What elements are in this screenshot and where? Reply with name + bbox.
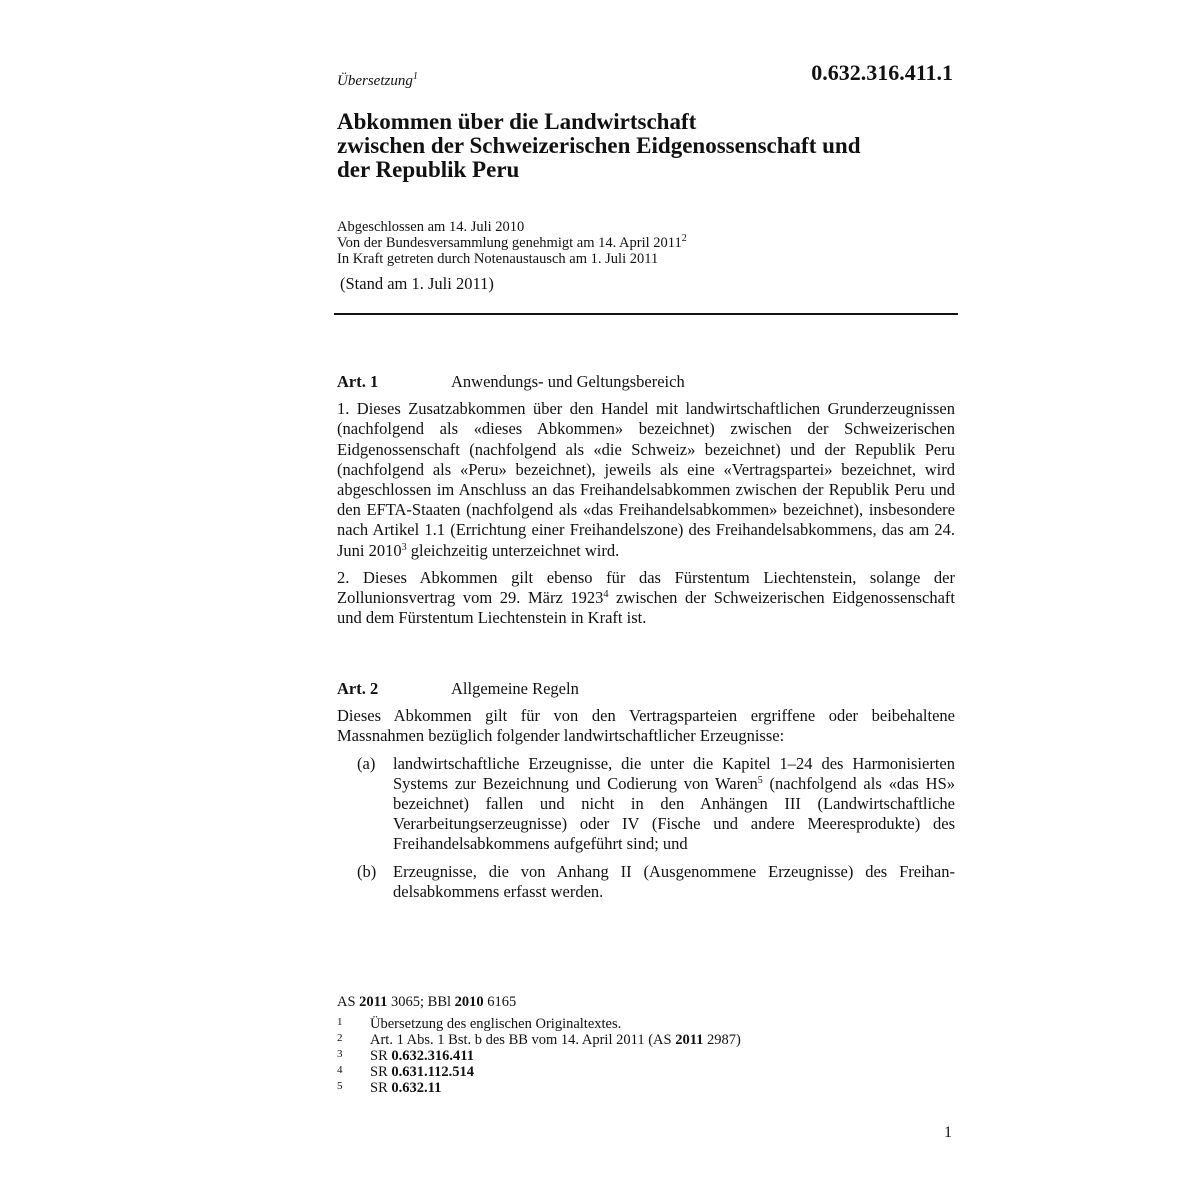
- footnote-text-pre: SR: [370, 1048, 392, 1064]
- document-title: [337, 110, 957, 182]
- footnote-number: 1: [337, 1016, 343, 1028]
- article-1-paragraph-2: [337, 568, 955, 629]
- article-2: [337, 679, 955, 902]
- title-line-2: zwischen der Schweizerischen Eidgenossenschaft und: [337, 133, 861, 158]
- page-number: 1: [944, 1124, 952, 1141]
- item-a-text: [393, 754, 955, 855]
- document-meta: [337, 219, 687, 267]
- item-a-text-b: (nachfolgend als «das HS» bezeichnet) fallen und nicht in den Anhängen III (Landwirtschaftliche Verarbeitungserzeugnisse) oder IV (Fische und andere Meeresprodukte) des Freihandelsabkommens aufgeführt sind; und: [393, 773, 956, 854]
- footnote-text-bold: 0.632.316.411: [391, 1048, 474, 1064]
- footnote-list: [337, 1016, 741, 1096]
- title-line-3: der Republik Peru: [337, 157, 520, 182]
- footnote-text-bold: 0.632.11: [391, 1080, 442, 1096]
- footnote-text-bold: 0.631.112.514: [391, 1064, 474, 1080]
- footnote-3: [337, 1048, 741, 1064]
- bbl-year: 2010: [454, 994, 484, 1010]
- publication-reference: [337, 994, 741, 1010]
- footnote-number: 5: [337, 1080, 343, 1092]
- translation-label-text: Übersetzung: [337, 73, 413, 89]
- footnote-number: 4: [337, 1064, 343, 1076]
- footnote-text: [370, 1080, 441, 1096]
- footnote-text-bold: 2011: [675, 1032, 704, 1048]
- footnote-ref-2[interactable]: 2: [681, 233, 687, 244]
- footnote-ref-5[interactable]: 5: [757, 774, 763, 786]
- footnote-ref-4[interactable]: 4: [603, 589, 609, 601]
- footnote-4: [337, 1064, 741, 1080]
- as-mid: 3065; BBl: [387, 994, 455, 1010]
- article-1-heading: [337, 372, 955, 392]
- article-1-number: Art. 1: [337, 372, 379, 391]
- approval-date: [337, 235, 687, 251]
- item-b-text: Erzeugnisse, die von Anhang II (Ausgenommene Erzeugnisse) des Freihandelsabkommens erfasst werden.: [393, 861, 955, 901]
- footnote-5: [337, 1080, 741, 1096]
- footnote-text-pre: SR: [370, 1064, 392, 1080]
- article-2-title: Allgemeine Regeln: [451, 679, 579, 698]
- footnote-text: [370, 1016, 621, 1032]
- article-1-paragraph-1: [337, 399, 955, 561]
- translation-label: [337, 73, 418, 90]
- article-1-paragraph-2-text-b: zwischen der Schweizerischen Eidgenossenschaft und dem Fürstentum Liechtenstein in Kraft ist.: [337, 588, 955, 628]
- article-2-number: Art. 2: [337, 679, 379, 698]
- article-1: [337, 372, 955, 628]
- article-2-intro: Dieses Abkommen gilt für von den Vertragsparteien ergriffene oder beibehaltene Massnahmen bezüglich folgender landwirtschaftlicher Erzeugnisse:: [337, 706, 955, 746]
- as-year: 2011: [359, 994, 388, 1010]
- item-b-label: (b): [357, 861, 377, 881]
- as-prefix: AS: [337, 994, 360, 1010]
- article-1-paragraph-1-text-b: gleichzeitig unterzeichnet wird.: [406, 540, 620, 560]
- sr-number: 0.632.316.411.1: [811, 60, 953, 85]
- article-1-paragraph-1-text-a: 1. Dieses Zusatzabkommen über den Handel mit landwirtschaftlichen Grunderzeugnissen (nachfolgend als «dieses Abkommen» bezeichnet) zwischen der Schweizerischen Eidgenossenschaft (nachfolgend als «die Schweiz» bezeichnet) und der Republik Peru (nachfolgend als «Peru» bezeichnet), jeweils als eine «Vertragspartei» bezeichnet, wird abgeschlossen im Anschluss an das Freihandelsabkommen zwischen der Republik Peru und den EFTA-Staaten (nachfolgend als «das Freihandelsabkommen» bezeichnet), insbesondere nach Artikel 1.1 (Errichtung einer Freihandelszone) des Freihandelsabkommens, das am 24. Juni 2010: [337, 399, 955, 560]
- article-2-heading: [337, 679, 955, 699]
- entry-into-force: In Kraft getreten durch Notenaustausch am 1. Juli 2011: [337, 251, 659, 267]
- footnote-text-pre: Art. 1 Abs. 1 Bst. b des BB vom 14. April 2011 (AS: [370, 1032, 676, 1048]
- footnote-text-pre: Übersetzung des englischen Originaltextes.: [370, 1016, 622, 1032]
- article-1-title: Anwendungs- und Geltungsbereich: [451, 372, 685, 391]
- approval-date-text: Von der Bundesversammlung genehmigt am 14. April 2011: [337, 235, 682, 251]
- header-divider: [334, 313, 958, 315]
- footnote-text-pre: SR: [370, 1080, 392, 1096]
- status-date: (Stand am 1. Juli 2011): [340, 274, 494, 293]
- item-a-label: (a): [357, 753, 376, 773]
- article-1-paragraph-2-text-a: 2. Dieses Abkommen gilt ebenso für das Fürstentum Liechtenstein, solange der Zollunionsvertrag vom 29. März 1923: [337, 567, 955, 608]
- item-a-text-a: landwirtschaftliche Erzeugnisse, die unter die Kapitel 1–24 des Harmonisierten Systems zur Bezeichnung und Codierung von Waren: [393, 753, 955, 793]
- footnote-1: [337, 1016, 741, 1032]
- footnote-2: [337, 1032, 741, 1048]
- footnote-text: [370, 1048, 474, 1064]
- footnote-text: [370, 1064, 474, 1080]
- footnote-ref-1[interactable]: 1: [412, 71, 418, 82]
- concluded-date: Abgeschlossen am 14. Juli 2010: [337, 219, 525, 235]
- footnote-text-post: 2987): [703, 1032, 741, 1048]
- footnotes: [337, 994, 741, 1096]
- footnote-number: 2: [337, 1032, 343, 1044]
- article-2-item-b: [337, 862, 955, 902]
- footnote-ref-3[interactable]: 3: [401, 541, 407, 553]
- article-2-item-a: [337, 754, 955, 855]
- footnote-number: 3: [337, 1048, 343, 1060]
- title-line-1: Abkommen über die Landwirtschaft: [337, 109, 697, 134]
- bbl-page: 6165: [483, 994, 517, 1010]
- footnote-text: [370, 1032, 741, 1048]
